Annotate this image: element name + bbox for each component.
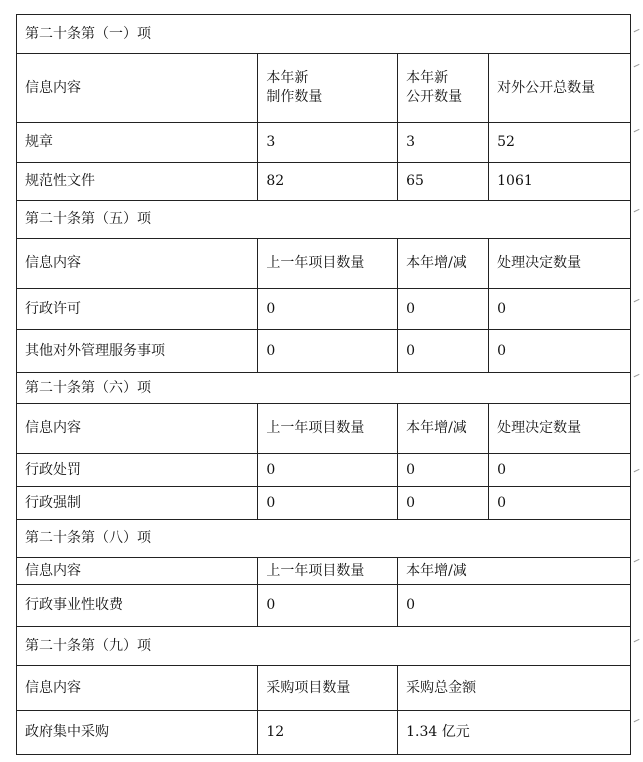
header-row	[17, 239, 631, 289]
section-title: 第二十条第（六）项	[17, 373, 631, 404]
edge-mark	[634, 209, 641, 214]
header-cell: 信息内容	[17, 54, 258, 123]
table-cell: 0	[258, 585, 398, 627]
table-cell: 12	[258, 711, 398, 755]
edge-mark	[634, 719, 641, 724]
table-row	[17, 711, 631, 755]
header-cell: 本年新 公开数量	[398, 54, 489, 123]
table-cell: 3	[398, 123, 489, 163]
edge-mark	[634, 639, 641, 644]
table-row	[17, 163, 631, 201]
section-title: 第二十条第（八）项	[17, 520, 631, 558]
header-cell: 信息内容	[17, 666, 258, 711]
edge-mark	[634, 469, 641, 474]
header-cell: 本年增/减	[398, 239, 489, 289]
header-cell: 本年增/减	[398, 404, 489, 454]
table-cell: 82	[258, 163, 398, 201]
header-cell: 对外公开总数量	[489, 54, 631, 123]
table-body	[17, 15, 631, 755]
table-cell: 0	[398, 487, 489, 520]
edge-mark	[634, 29, 641, 34]
header-cell: 信息内容	[17, 239, 258, 289]
header-cell: 上一年项目数量	[258, 239, 398, 289]
table-row	[17, 289, 631, 330]
table-row	[17, 454, 631, 487]
table-cell: 行政强制	[17, 487, 258, 520]
table-cell: 其他对外管理服务事项	[17, 330, 258, 373]
table-cell: 1061	[489, 163, 631, 201]
table-row	[17, 487, 631, 520]
header-row	[17, 558, 631, 585]
table-cell: 政府集中采购	[17, 711, 258, 755]
section-title: 第二十条第（五）项	[17, 201, 631, 239]
header-row	[17, 54, 631, 123]
section-title-row	[17, 201, 631, 239]
table-cell: 52	[489, 123, 631, 163]
header-cell: 本年增/减	[398, 558, 631, 585]
edge-mark	[634, 64, 641, 69]
header-row	[17, 666, 631, 711]
header-cell: 上一年项目数量	[258, 558, 398, 585]
header-cell: 采购总金额	[398, 666, 631, 711]
table-cell: 规章	[17, 123, 258, 163]
table-cell: 0	[258, 289, 398, 330]
table-cell: 0	[398, 330, 489, 373]
edge-mark	[634, 129, 641, 134]
section-title-row	[17, 520, 631, 558]
header-row	[17, 404, 631, 454]
header-cell: 信息内容	[17, 404, 258, 454]
edge-mark	[634, 559, 641, 564]
table-cell: 规范性文件	[17, 163, 258, 201]
edge-mark	[634, 299, 641, 304]
header-cell: 处理决定数量	[489, 404, 631, 454]
table-cell: 3	[258, 123, 398, 163]
header-cell: 采购项目数量	[258, 666, 398, 711]
table-cell: 行政事业性收费	[17, 585, 258, 627]
table-row	[17, 330, 631, 373]
section-title-row	[17, 627, 631, 666]
table-cell: 0	[489, 487, 631, 520]
section-title: 第二十条第（一）项	[17, 15, 631, 54]
table-cell: 0	[398, 289, 489, 330]
table-cell: 0	[258, 330, 398, 373]
table-cell: 行政处罚	[17, 454, 258, 487]
table-cell: 0	[258, 487, 398, 520]
table-cell: 0	[489, 289, 631, 330]
table-row	[17, 123, 631, 163]
header-cell: 本年新 制作数量	[258, 54, 398, 123]
table-row	[17, 585, 631, 627]
table-cell: 0	[398, 454, 489, 487]
table-cell: 1.34 亿元	[398, 711, 631, 755]
header-cell: 处理决定数量	[489, 239, 631, 289]
header-cell: 信息内容	[17, 558, 258, 585]
table-cell: 0	[489, 330, 631, 373]
table-cell: 65	[398, 163, 489, 201]
header-cell: 上一年项目数量	[258, 404, 398, 454]
section-title-row	[17, 373, 631, 404]
disclosure-table	[16, 14, 631, 755]
table-cell: 0	[489, 454, 631, 487]
table-cell: 0	[258, 454, 398, 487]
section-title-row	[17, 15, 631, 54]
table-cell: 行政许可	[17, 289, 258, 330]
table-cell: 0	[398, 585, 631, 627]
edge-mark	[634, 374, 641, 379]
section-title: 第二十条第（九）项	[17, 627, 631, 666]
